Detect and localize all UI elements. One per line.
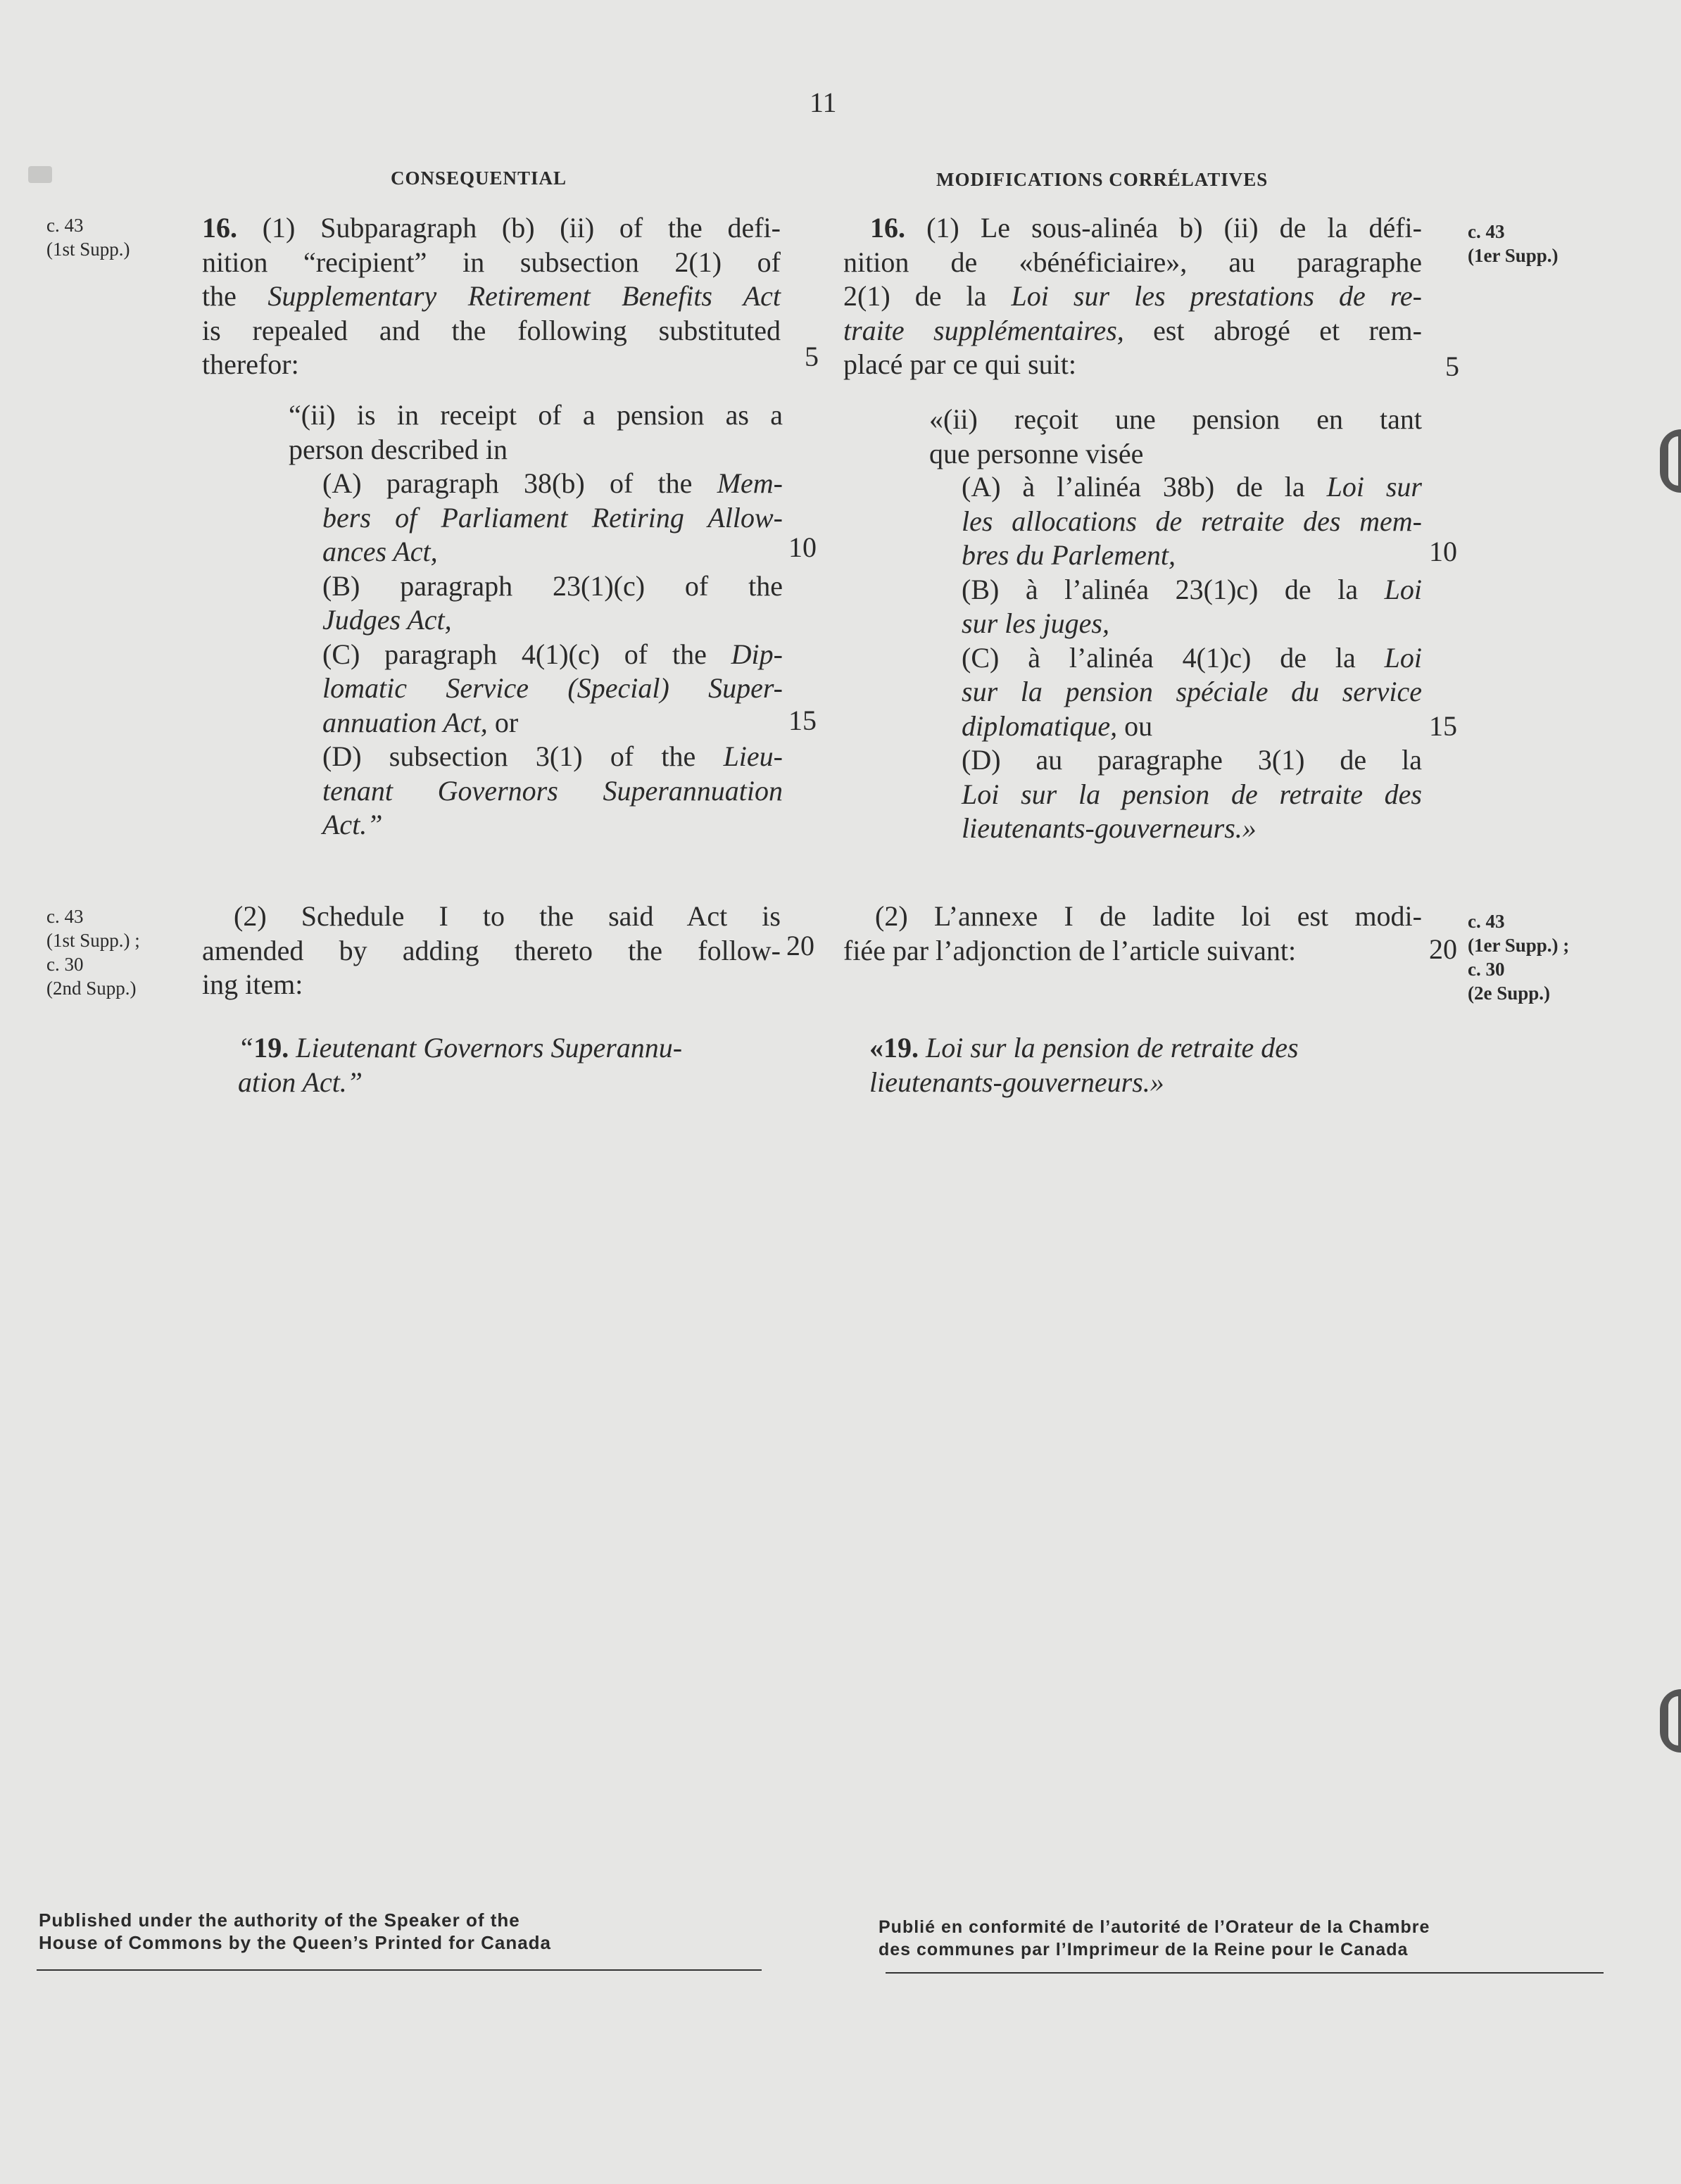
heading-en: CONSEQUENTIAL bbox=[391, 168, 567, 189]
fr-clause-a-line-1: (A) à l’alinéa 38b) de la Loi sur bbox=[962, 471, 1422, 503]
en-s2-line-1: (2) Schedule I to the said Act is bbox=[234, 900, 781, 932]
fr-clause-d-line-1: (D) au paragraphe 3(1) de la bbox=[962, 744, 1422, 776]
en-s16-line-4: is repealed and the following substituted bbox=[202, 314, 781, 346]
en-s2-line-2: amended by adding thereto the follow- bbox=[202, 934, 781, 966]
footer-en-line-1: Published under the authority of the Speaker of the bbox=[39, 1910, 520, 1931]
fr-section-16-1 bbox=[843, 211, 1422, 382]
en-item-line-1: “19. Lieutenant Governors Superannu- bbox=[238, 1032, 683, 1063]
fr-s16-line-5: placé par ce qui suit: bbox=[843, 348, 1076, 380]
fr-subparagraph-ii bbox=[929, 403, 1422, 471]
en-clause-c-line-3: annuation Act, or bbox=[322, 706, 519, 738]
footer-fr-line-2: des communes par l’Imprimeur de la Reine pour le Canada bbox=[879, 1940, 1409, 1959]
fr-clause-b-line-1: (B) à l’alinéa 23(1)c) de la Loi bbox=[962, 573, 1422, 605]
fr-s2-line-1: (2) L’annexe I de ladite loi est modi- bbox=[875, 900, 1422, 932]
margin-note-en-1: c. 43 (1st Supp.) bbox=[46, 215, 130, 260]
en-ii-line-2: person described in bbox=[289, 433, 508, 465]
en-clause-d-line-3: Act.” bbox=[322, 809, 383, 840]
fr-item-line-2: lieutenants-gouverneurs.» bbox=[869, 1066, 1164, 1098]
en-clauses bbox=[322, 467, 783, 842]
fr-clause-b-line-2: sur les juges, bbox=[962, 607, 1109, 639]
footer-fr-rule bbox=[886, 1972, 1604, 1974]
en-item-19 bbox=[238, 1031, 781, 1099]
fr-s16-line-4: traite supplémentaires, est abrogé et rem- bbox=[843, 314, 1422, 346]
margin-note-en-2: c. 43 (1st Supp.) ; c. 30 (2nd Supp.) bbox=[46, 906, 140, 999]
fr-item-line-1: «19. Loi sur la pension de retraite des bbox=[869, 1032, 1299, 1063]
fr-ii-line-2: que personne visée bbox=[929, 437, 1144, 469]
line-number-en-5: 5 bbox=[805, 341, 819, 372]
fr-item-19 bbox=[869, 1031, 1422, 1099]
line-number-fr-10: 10 bbox=[1429, 536, 1457, 567]
fr-clause-d-line-2: Loi sur la pension de retraite des bbox=[962, 778, 1422, 810]
fr-s16-line-3: 2(1) de la Loi sur les prestations de re- bbox=[843, 280, 1422, 312]
fr-ii-line-1: «(ii) reçoit une pension en tant bbox=[929, 403, 1422, 435]
fr-s16-line-2: nition de «bénéficiaire», au paragraphe bbox=[843, 246, 1422, 278]
margin-note-fr-1: c. 43 (1er Supp.) bbox=[1468, 221, 1559, 266]
footer-fr bbox=[879, 1916, 1611, 1961]
fr-s2-line-2: fiée par l’adjonction de l’article suivant: bbox=[843, 934, 1297, 966]
fr-clauses bbox=[962, 470, 1422, 846]
binder-clip-top bbox=[1660, 429, 1681, 493]
en-item-line-2: ation Act.” bbox=[238, 1066, 363, 1098]
en-clause-c-line-1: (C) paragraph 4(1)(c) of the Dip- bbox=[322, 638, 783, 670]
line-number-fr-5: 5 bbox=[1445, 351, 1459, 382]
fr-clause-c-line-2: sur la pension spéciale du service bbox=[962, 676, 1422, 707]
heading-fr: MODIFICATIONS CORRÉLATIVES bbox=[936, 169, 1268, 190]
line-number-fr-20: 20 bbox=[1429, 933, 1457, 965]
en-clause-a-line-1: (A) paragraph 38(b) of the Mem- bbox=[322, 467, 783, 499]
fr-section-16-2 bbox=[843, 900, 1422, 968]
footer-fr-line-1: Publié en conformité de l’autorité de l’Orateur de la Chambre bbox=[879, 1917, 1430, 1937]
footer-en-rule bbox=[37, 1969, 762, 1971]
page-number: 11 bbox=[810, 87, 837, 118]
fr-clause-c-line-3: diplomatique, ou bbox=[962, 709, 1153, 742]
margin-note-fr-2: c. 43 (1er Supp.) ; c. 30 (2e Supp.) bbox=[1468, 911, 1570, 1004]
line-number-en-20: 20 bbox=[786, 930, 814, 961]
en-s16-line-2: nition “recipient” in subsection 2(1) of bbox=[202, 246, 781, 278]
fr-clause-d-line-3: lieutenants-gouverneurs.» bbox=[962, 812, 1257, 844]
line-number-en-15: 15 bbox=[788, 705, 817, 736]
footer-en bbox=[39, 1909, 672, 1954]
en-s16-line-5: therefor: bbox=[202, 348, 299, 380]
en-clause-c-line-2: lomatic Service (Special) Super- bbox=[322, 672, 783, 704]
binder-clip-bottom bbox=[1660, 1689, 1681, 1753]
fr-s16-line-1: 16. (1) Le sous-alinéa b) (ii) de la défi- bbox=[870, 212, 1422, 244]
en-clause-a-line-2: bers of Parliament Retiring Allow- bbox=[322, 501, 783, 534]
en-clause-b-line-2: Judges Act, bbox=[322, 604, 452, 636]
fr-clause-a-line-3: bres du Parlement, bbox=[962, 539, 1176, 571]
en-s16-line-3: the Supplementary Retirement Benefits Act bbox=[202, 280, 781, 312]
en-ii-line-1: “(ii) is in receipt of a pension as a bbox=[289, 399, 783, 431]
line-number-fr-15: 15 bbox=[1429, 710, 1457, 742]
en-section-16-1 bbox=[202, 211, 781, 382]
line-number-en-10: 10 bbox=[788, 531, 817, 563]
footer-en-line-2: House of Commons by the Queen’s Printed for Canada bbox=[39, 1932, 552, 1953]
en-clause-b-line-1: (B) paragraph 23(1)(c) of the bbox=[322, 569, 783, 602]
en-clause-d-line-2: tenant Governors Superannuation bbox=[322, 774, 783, 807]
en-clause-d-line-1: (D) subsection 3(1) of the Lieu- bbox=[322, 740, 783, 772]
en-clause-a-line-3: ances Act, bbox=[322, 536, 438, 567]
en-s2-line-3: ing item: bbox=[202, 968, 303, 1000]
en-s16-line-1: 16. (1) Subparagraph (b) (ii) of the defi- bbox=[202, 212, 781, 244]
fr-clause-c-line-1: (C) à l’alinéa 4(1)c) de la Loi bbox=[962, 641, 1422, 674]
en-subparagraph-ii bbox=[289, 398, 783, 467]
corner-mark bbox=[28, 166, 52, 183]
fr-clause-a-line-2: les allocations de retraite des mem- bbox=[962, 505, 1422, 537]
en-section-16-2 bbox=[202, 900, 781, 1002]
